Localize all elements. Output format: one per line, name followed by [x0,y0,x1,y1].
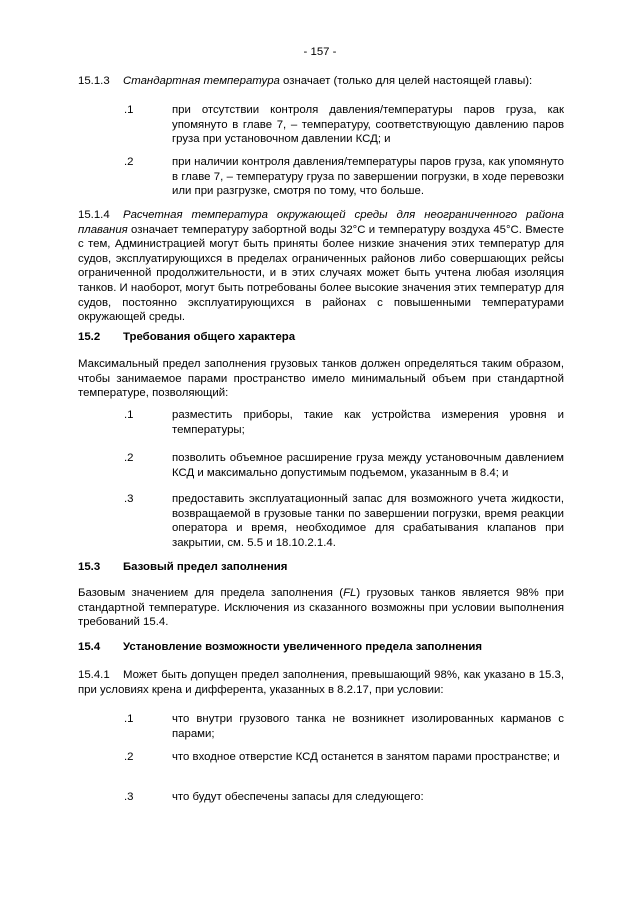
clause-number-15-1-3: 15.1.3 [78,75,110,87]
section-heading-15-4: Установление возможности увеличенного предела заполнения [123,641,483,653]
section-heading-15-3: Базовый предел заполнения [123,561,288,573]
section-15-2-paragraph: Максимальный предел заполнения грузовых танков должен определяться таким образом, чтобы занимаемое парами пространство имело минимальный объем при стандартной температуре, позволяющий: [78,358,564,400]
clause-number-15-4-1: 15.4.1 [78,669,110,681]
item-number: .2 [124,452,134,464]
item-number: .3 [124,791,134,803]
page-number: - 157 - [303,46,337,58]
section-number-15-3: 15.3 [78,561,101,573]
item-number: .1 [124,104,134,116]
list-item: позволить объемное расширение груза между установочным давлением КСД и максимально допустимым подъемом, указанным в 8.4; и [172,452,564,479]
clause-15-4-1 [78,668,564,697]
list-item: что будут обеспечены запасы для следующего: [172,791,424,803]
clause-15-1-3-text [123,74,564,89]
clause-15-1-3-definition: означает (только для целей настоящей главы): [279,75,533,87]
list-item: что входное отверстие КСД останется в занятом парами пространстве; и [172,751,560,763]
list-item: при наличии контроля давления/температуры паров груза, как упомянуто в главе 7, – температуру груза по завершении погрузки, в ходе перевозки или при разгрузке, смотря по тому, что больше. [172,156,564,198]
section-15-3-text-a: Базовым значением для предела заполнения ( [78,587,344,599]
item-number: .2 [124,751,134,763]
list-item: при отсутствии контроля давления/температуры паров груза, как упомянуто в главе 7, – температуру, соответствующую давлению паров груза при установочном давлении КСД; и [172,104,564,146]
section-heading-15-2: Требования общего характера [123,331,296,343]
fl-abbreviation: FL [343,587,357,599]
section-15-3-paragraph [78,586,564,630]
item-number: .3 [124,493,134,505]
clause-15-1-4-definition: означает температуру забортной воды 32°C и температуру воздуха 45°C. Вместе с тем, Администрацией могут быть приняты более низкие значения этих температур для судов, эксплуатирующихся в пределах ограниченных районов либо совершающих рейсы ограниченной продолжительности, и в этих случаях может быть учтена любая изоляция танков. И наоборот, могут быть потребованы более высокие значения этих температур для судов, постоянно эксплуатирующихся в районах с повышенными температурами окружающей среды. [78,223,564,324]
item-number: .2 [124,156,134,168]
clause-15-1-4 [78,208,564,325]
item-number: .1 [124,713,134,725]
item-number: .1 [124,409,134,421]
clause-number-15-1-4: 15.1.4 [78,209,110,221]
section-number-15-4: 15.4 [78,641,101,653]
section-15-3-text-b: ) грузовых танков является 98% при стандартной температуре. Исключения из сказанного возможны при условии выполнения требований 15.4. [78,587,564,629]
term-design-ambient-temperature: Расчетная температура окружающей среды для неограниченного района плавания [78,209,564,236]
section-number-15-2: 15.2 [78,331,101,343]
clause-15-4-1-text: Может быть допущен предел заполнения, превышающий 98%, как указано в 15.3, при условиях крена и дифферента, указанных в 8.2.17, при условии: [78,669,564,696]
list-item: разместить приборы, такие как устройства измерения уровня и температуры; [172,409,564,436]
term-standard-temperature: Стандартная температура [123,75,280,87]
list-item: предоставить эксплуатационный запас для возможного учета жидкости, возвращаемой в грузовые танки по завершении погрузки, время реакции оператора и время, необходимое для срабатывания клапанов при закрытии, см. 5.5 и 18.10.2.1.4. [172,493,564,549]
list-item: что внутри грузового танка не возникнет изолированных карманов с парами; [172,713,564,740]
